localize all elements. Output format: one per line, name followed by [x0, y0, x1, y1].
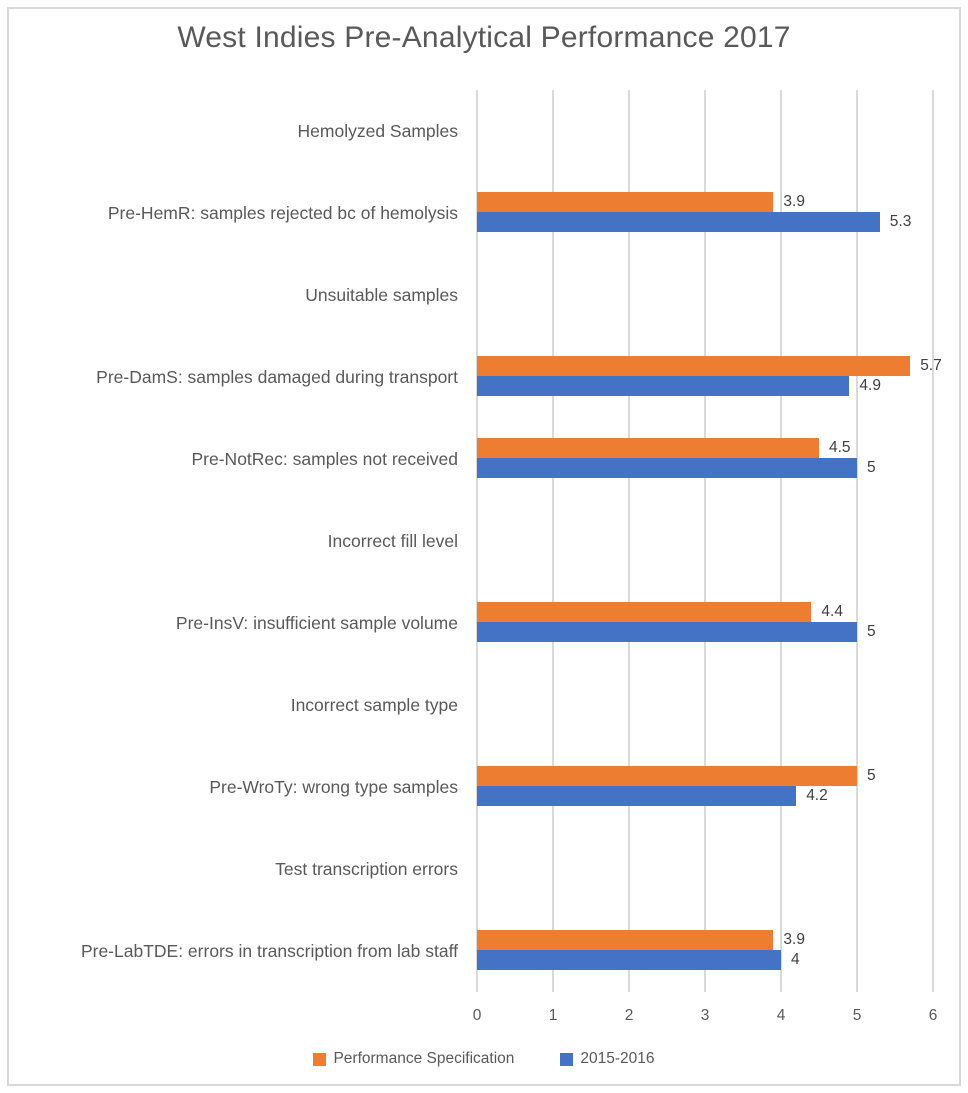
data-bar: [477, 192, 773, 212]
data-label: 3.9: [783, 193, 805, 210]
category-label: Pre-WroTy: wrong type samples: [209, 776, 458, 797]
data-bar: [477, 786, 796, 806]
category-label: Incorrect fill level: [327, 530, 458, 551]
data-bar: [477, 458, 857, 478]
data-label: 5: [867, 767, 876, 784]
data-label: 3.9: [783, 931, 805, 948]
category-label: Pre-NotRec: samples not received: [191, 448, 458, 469]
x-tick-label: 5: [852, 1007, 862, 1024]
category-label: Hemolyzed Samples: [297, 120, 458, 141]
x-tick-label: 6: [928, 1007, 938, 1024]
legend-item: [560, 1050, 654, 1068]
data-label: 4.9: [859, 377, 881, 394]
data-bar: [477, 212, 880, 232]
data-label: 4: [791, 951, 800, 968]
legend-label: Performance Specification: [333, 1050, 515, 1067]
data-bar: [477, 438, 819, 458]
legend-swatch: [560, 1053, 573, 1066]
category-label: Test transcription errors: [275, 858, 458, 879]
data-label: 4.5: [829, 439, 851, 456]
category-label: Pre-InsV: insufficient sample volume: [175, 612, 458, 633]
chart-title: West Indies Pre-Analytical Performance 2017: [177, 21, 791, 54]
data-bar: [477, 950, 781, 970]
x-tick-label: 0: [472, 1007, 482, 1024]
data-label: 4.2: [806, 787, 828, 804]
category-label: Unsuitable samples: [305, 284, 458, 305]
data-bar: [477, 930, 773, 950]
data-bar: [477, 622, 857, 642]
x-tick-label: 3: [700, 1007, 710, 1024]
data-label: 4.4: [821, 603, 843, 620]
data-label: 5.7: [920, 357, 942, 374]
x-tick-label: 4: [776, 1007, 786, 1024]
legend-swatch: [313, 1053, 326, 1066]
legend-label: 2015-2016: [580, 1050, 655, 1067]
legend-item: [313, 1050, 514, 1068]
data-bar: [477, 766, 857, 786]
category-label: Pre-HemR: samples rejected bc of hemolysis: [107, 202, 458, 223]
data-label: 5.3: [889, 213, 912, 230]
x-tick-label: 2: [624, 1007, 634, 1024]
data-bar: [477, 602, 811, 622]
legend: [0, 1050, 968, 1068]
x-tick-label: 1: [548, 1007, 558, 1024]
category-label: Incorrect sample type: [290, 694, 458, 715]
category-label: Pre-LabTDE: errors in transcription from lab staff: [80, 940, 458, 961]
data-bar: [477, 376, 849, 396]
data-label: 5: [867, 623, 876, 640]
gridline: [932, 90, 934, 992]
category-label: Pre-DamS: samples damaged during transport: [96, 366, 458, 387]
data-bar: [477, 356, 910, 376]
data-label: 5: [867, 459, 876, 476]
